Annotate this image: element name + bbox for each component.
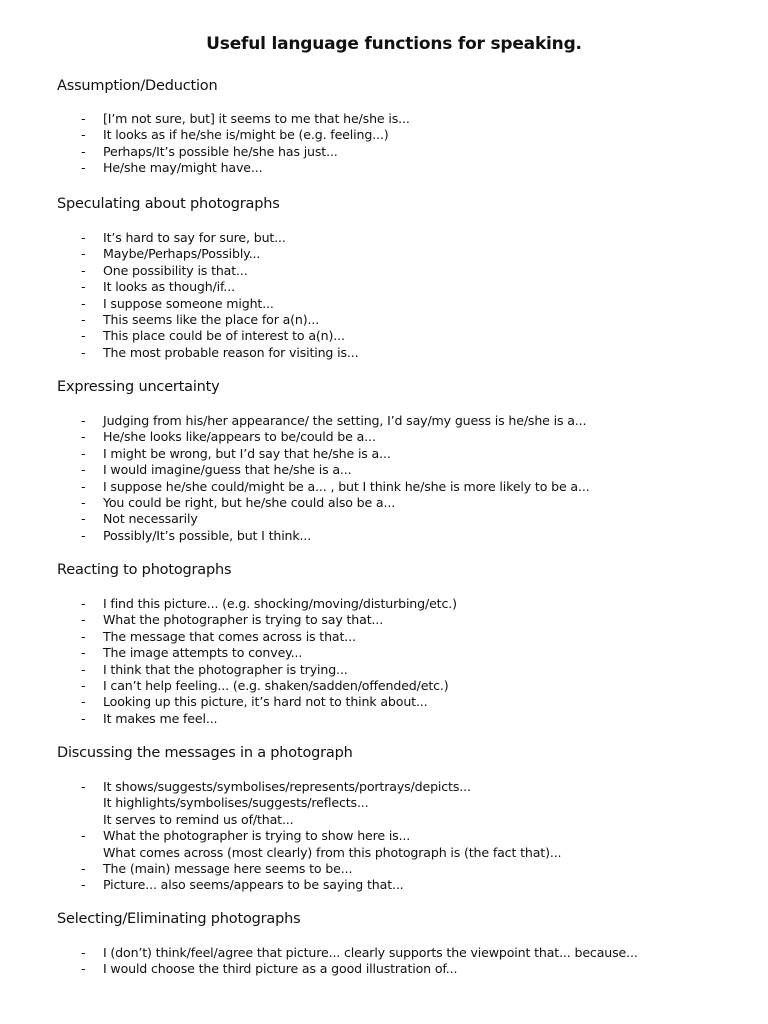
- list-dash: -: [81, 945, 86, 960]
- list-dash: -: [81, 710, 86, 726]
- list-item-text: I might be wrong, but I’d say that he/she is a...: [103, 445, 391, 461]
- list-item: [81, 812, 561, 828]
- list-item-text: The (main) message here seems to be...: [103, 860, 353, 876]
- section-discussing-messages: [57, 744, 757, 893]
- list-dash: -: [81, 612, 86, 628]
- list-dash: -: [81, 961, 86, 977]
- list-item: [81, 429, 590, 445]
- list-item-text: I suppose someone might...: [103, 295, 274, 311]
- list-item-text: He/she looks like/appears to be/could be a...: [103, 429, 376, 445]
- list-item: [81, 246, 358, 262]
- list-item: [81, 312, 358, 328]
- list-item-text: Possibly/It’s possible, but I think...: [103, 527, 312, 543]
- list-dash: -: [81, 779, 86, 794]
- list-item-text: I would choose the third picture as a good illustration of...: [103, 961, 458, 977]
- list-item-text: The image attempts to convey...: [103, 645, 303, 661]
- list-item-text: I (don’t) think/feel/agree that picture... clearly supports the viewpoint that... because...: [103, 945, 638, 960]
- list-item-text: Judging from his/her appearance/ the setting, I’d say/my guess is he/she is a...: [103, 413, 587, 428]
- list-item: [81, 230, 358, 246]
- phrase-list: [81, 413, 590, 544]
- list-item-text: Not necessarily: [103, 511, 198, 527]
- section-assumption-deduction: [57, 77, 757, 176]
- list-dash: -: [81, 494, 86, 510]
- list-dash: -: [81, 127, 86, 143]
- section-selecting-eliminating: [57, 910, 757, 977]
- list-item: [81, 645, 457, 661]
- list-item: [81, 144, 410, 160]
- list-dash: -: [81, 429, 86, 445]
- list-item-text: What comes across (most clearly) from this photograph is (the fact that)...: [103, 844, 562, 860]
- section-reacting: [57, 561, 757, 726]
- list-item-text: Perhaps/It’s possible he/she has just...: [103, 143, 338, 159]
- list-item: [81, 279, 358, 295]
- phrase-list: [81, 596, 457, 727]
- list-item-text: I suppose he/she could/might be a... , but I think he/she is more likely to be a...: [103, 478, 590, 494]
- list-dash: -: [81, 694, 86, 710]
- list-dash: -: [81, 160, 86, 176]
- list-dash: -: [81, 445, 86, 461]
- list-item-text: It serves to remind us of/that...: [103, 811, 294, 827]
- list-dash: -: [81, 295, 86, 311]
- section-heading: Assumption/Deduction: [57, 78, 218, 94]
- list-item: [81, 662, 457, 678]
- list-item: [81, 596, 457, 612]
- list-dash: -: [81, 246, 86, 262]
- list-dash: -: [81, 478, 86, 494]
- list-item: [81, 629, 457, 645]
- list-item-text: He/she may/might have...: [103, 160, 263, 176]
- list-item: [81, 111, 410, 127]
- list-item: [81, 127, 410, 143]
- list-item-text: I would imagine/guess that he/she is a...: [103, 462, 352, 478]
- list-dash: -: [81, 143, 86, 159]
- list-dash: -: [81, 279, 86, 295]
- list-dash: -: [81, 328, 86, 344]
- list-item-text: What the photographer is trying to say that...: [103, 612, 384, 628]
- list-dash: -: [81, 413, 86, 428]
- section-heading: Speculating about photographs: [57, 196, 280, 212]
- list-item-text: It looks as though/if...: [103, 279, 235, 295]
- list-item-text: Looking up this picture, it’s hard not to think about...: [103, 694, 428, 710]
- list-item: [81, 462, 590, 478]
- list-item-text: It’s hard to say for sure, but...: [103, 230, 286, 245]
- list-dash: -: [81, 511, 86, 527]
- list-dash: -: [81, 230, 86, 245]
- section-heading: Reacting to photographs: [57, 562, 232, 578]
- list-item-text: This place could be of interest to a(n)...: [103, 328, 345, 344]
- list-dash: -: [81, 262, 86, 278]
- list-item: [81, 711, 457, 727]
- list-item: [81, 945, 638, 961]
- phrase-list: [81, 779, 561, 894]
- list-item-text: One possibility is that...: [103, 262, 248, 278]
- list-item: [81, 479, 590, 495]
- list-item: [81, 345, 358, 361]
- list-item: [81, 528, 590, 544]
- page-title: Useful language functions for speaking.: [206, 34, 582, 54]
- list-dash: -: [81, 462, 86, 478]
- section-heading: Expressing uncertainty: [57, 379, 220, 395]
- list-item-text: Picture... also seems/appears to be saying that...: [103, 877, 404, 893]
- list-item: [81, 961, 638, 977]
- list-item-text: It highlights/symbolises/suggests/reflects...: [103, 795, 369, 811]
- list-item-text: I think that the photographer is trying...: [103, 661, 348, 677]
- list-item-text: The message that comes across is that...: [103, 628, 356, 644]
- list-item: [81, 495, 590, 511]
- list-item: [81, 612, 457, 628]
- list-dash: -: [81, 828, 86, 844]
- list-item-text: It makes me feel...: [103, 710, 218, 726]
- list-item-text: You could be right, but he/she could also be a...: [103, 494, 396, 510]
- list-item-text: What the photographer is trying to show here is...: [103, 828, 411, 844]
- list-dash: -: [81, 344, 86, 360]
- list-dash: -: [81, 596, 86, 611]
- section-heading: Discussing the messages in a photograph: [57, 745, 353, 761]
- list-item: [81, 678, 457, 694]
- section-speculating: [57, 195, 757, 360]
- list-item: [81, 446, 590, 462]
- phrase-list: [81, 111, 410, 177]
- phrase-list: [81, 230, 358, 361]
- list-item: [81, 861, 561, 877]
- list-item: [81, 828, 561, 844]
- list-item: [81, 795, 561, 811]
- list-item-text: I can’t help feeling... (e.g. shaken/sadden/offended/etc.): [103, 677, 449, 693]
- list-item-text: I find this picture... (e.g. shocking/moving/disturbing/etc.): [103, 596, 457, 611]
- list-item-text: It looks as if he/she is/might be (e.g. feeling...): [103, 127, 389, 143]
- list-dash: -: [81, 628, 86, 644]
- list-item: [81, 413, 590, 429]
- list-dash: -: [81, 661, 86, 677]
- list-dash: -: [81, 111, 86, 126]
- list-dash: -: [81, 860, 86, 876]
- list-item-text: [I’m not sure, but] it seems to me that he/she is...: [103, 111, 410, 126]
- list-item: [81, 779, 561, 795]
- list-item-text: Maybe/Perhaps/Possibly...: [103, 246, 261, 262]
- list-item: [81, 296, 358, 312]
- list-item: [81, 328, 358, 344]
- list-dash: -: [81, 527, 86, 543]
- section-expressing-uncertainty: [57, 378, 757, 543]
- phrase-list: [81, 945, 638, 978]
- list-dash: -: [81, 677, 86, 693]
- list-item-text: This seems like the place for a(n)...: [103, 311, 320, 327]
- list-dash: -: [81, 645, 86, 661]
- list-dash: -: [81, 877, 86, 893]
- list-item-text: The most probable reason for visiting is...: [103, 344, 359, 360]
- list-dash: -: [81, 311, 86, 327]
- list-item: [81, 263, 358, 279]
- list-item: [81, 877, 561, 893]
- list-item: [81, 845, 561, 861]
- list-item: [81, 160, 410, 176]
- list-item-text: It shows/suggests/symbolises/represents/portrays/depicts...: [103, 779, 471, 794]
- list-item: [81, 511, 590, 527]
- section-heading: Selecting/Eliminating photographs: [57, 911, 301, 927]
- list-item: [81, 694, 457, 710]
